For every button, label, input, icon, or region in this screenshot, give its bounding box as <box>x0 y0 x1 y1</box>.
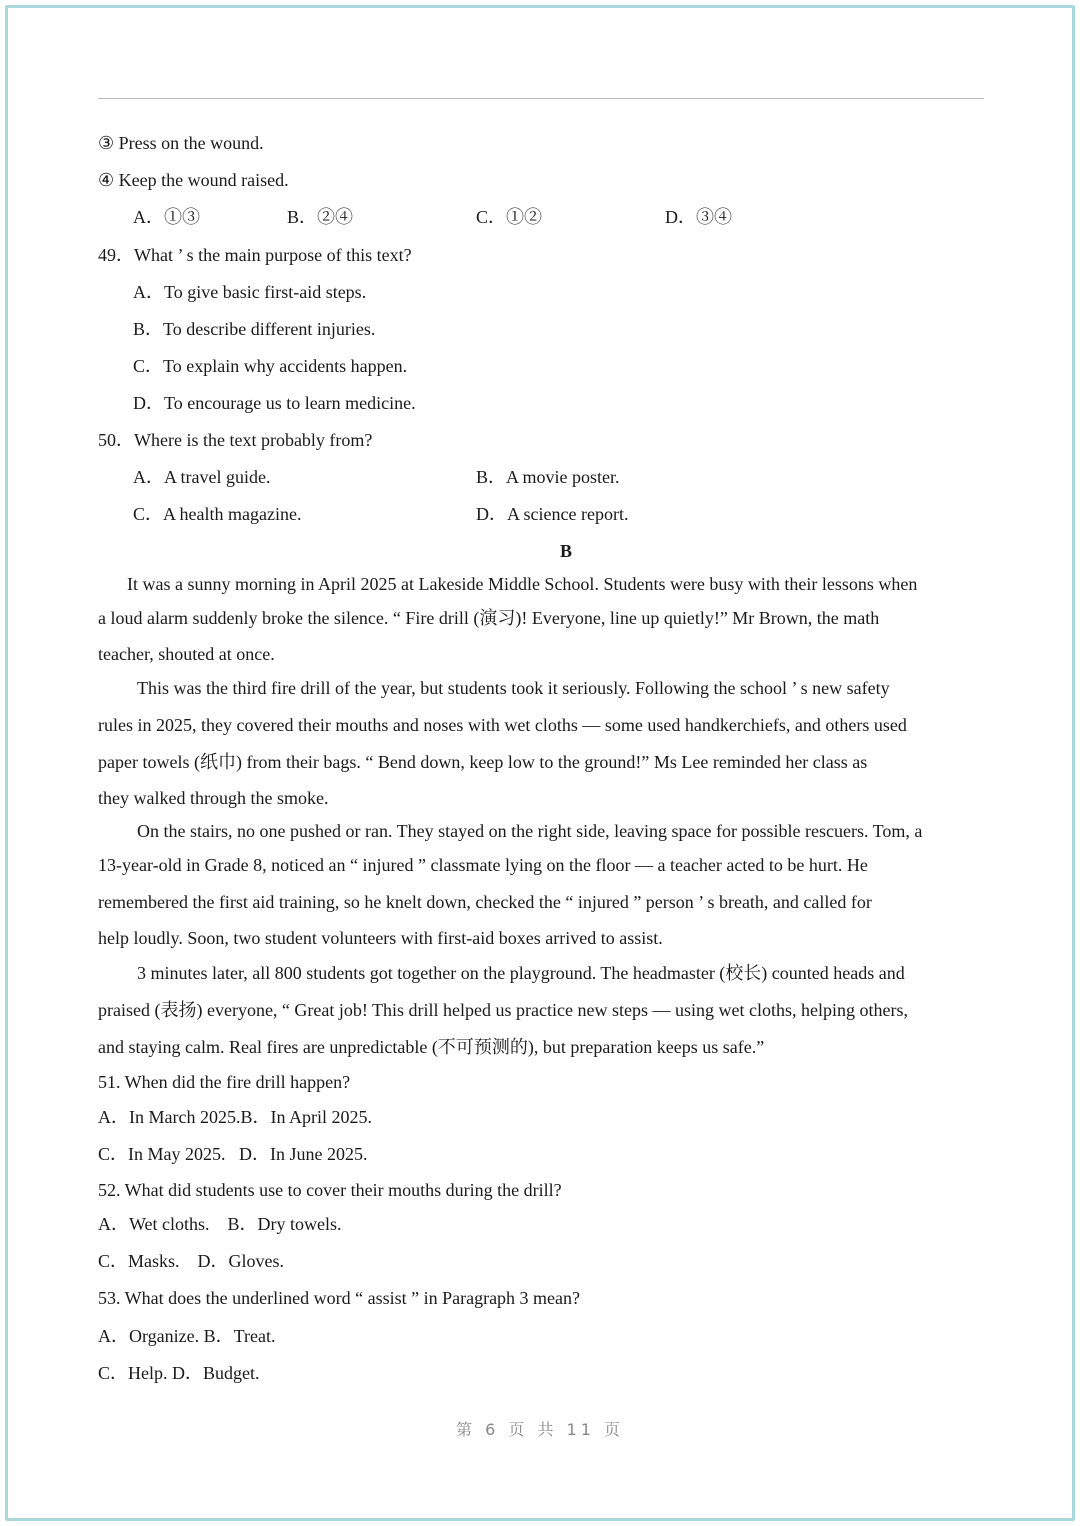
q49-option-a: A．To give basic first-aid steps. <box>133 282 367 302</box>
passage-line: 3 minutes later, all 800 students got together on the playground. The headmaster (校长) counted heads and <box>137 963 905 983</box>
passage-line: praised (表扬) everyone, “ Great job! This drill helped us practice new steps — using wet cloths, helping others, <box>98 1000 908 1020</box>
header-rule <box>98 98 984 99</box>
q49-question: 49．What ’ s the main purpose of this text? <box>98 245 412 265</box>
passage-heading: B <box>559 541 572 561</box>
q50-option-b: B．A movie poster. <box>476 467 620 487</box>
page-number-footer: 第 6 页 共 11 页 <box>456 1420 624 1439</box>
q48-option-c: C．①② <box>476 207 543 227</box>
passage-line: they walked through the smoke. <box>98 788 329 808</box>
q48-option-d: D．③④ <box>665 207 732 227</box>
q50-option-d: D．A science report. <box>476 504 629 524</box>
q49-option-c: C．To explain why accidents happen. <box>133 356 408 376</box>
q51-options-row-1: A．In March 2025.B．In April 2025. <box>98 1107 372 1127</box>
passage-line: paper towels (纸巾) from their bags. “ Bend down, keep low to the ground!” Ms Lee reminded her class as <box>98 752 868 772</box>
q51-question: 51. When did the fire drill happen? <box>98 1072 351 1092</box>
q48-option-b: B．②④ <box>287 207 354 227</box>
passage-line: This was the third fire drill of the year, but students took it seriously. Following the school ’ s new safety <box>137 678 890 698</box>
q50-question: 50．Where is the text probably from? <box>98 430 373 450</box>
passage-line: remembered the first aid training, so he knelt down, checked the “ injured ” person ’ s breath, and called for <box>98 892 872 912</box>
q50-option-a: A．A travel guide. <box>133 467 271 487</box>
passage-line: teacher, shouted at once. <box>98 644 275 664</box>
passage-line: a loud alarm suddenly broke the silence. “ Fire drill (演习)! Everyone, line up quietly!” Mr Brown, the math <box>98 608 880 628</box>
q53-options-row-2: C．Help. D．Budget. <box>98 1363 260 1383</box>
q48-option-a: A．①③ <box>133 207 200 227</box>
passage-line: It was a sunny morning in April 2025 at Lakeside Middle School. Students were busy with their lessons when <box>127 574 918 594</box>
q49-option-b: B．To describe different injuries. <box>133 319 376 339</box>
q50-option-c: C．A health magazine. <box>133 504 302 524</box>
q48-item-4: ④ Keep the wound raised. <box>98 170 289 190</box>
q52-options-row-2: C．Masks. D．Gloves. <box>98 1251 285 1271</box>
q51-options-row-2: C．In May 2025. D．In June 2025. <box>98 1144 368 1164</box>
q48-item-3: ③ Press on the wound. <box>98 133 264 153</box>
passage-line: and staying calm. Real fires are unpredictable (不可预测的), but preparation keeps us safe.” <box>98 1037 765 1057</box>
q53-options-row-1: A．Organize. B．Treat. <box>98 1326 276 1346</box>
passage-line: On the stairs, no one pushed or ran. They stayed on the right side, leaving space for possible rescuers. Tom, a <box>137 821 923 841</box>
passage-line: 13-year-old in Grade 8, noticed an “ injured ” classmate lying on the floor — a teacher acted to be hurt. He <box>98 855 868 875</box>
q53-question: 53. What does the underlined word “ assist ” in Paragraph 3 mean? <box>98 1288 581 1308</box>
q52-options-row-1: A．Wet cloths. B．Dry towels. <box>98 1214 342 1234</box>
q49-option-d: D．To encourage us to learn medicine. <box>133 393 416 413</box>
q52-question: 52. What did students use to cover their mouths during the drill? <box>98 1180 562 1200</box>
passage-line: help loudly. Soon, two student volunteers with first-aid boxes arrived to assist. <box>98 928 663 948</box>
passage-line: rules in 2025, they covered their mouths and noses with wet cloths — some used handkerchiefs, and others used <box>98 715 907 735</box>
